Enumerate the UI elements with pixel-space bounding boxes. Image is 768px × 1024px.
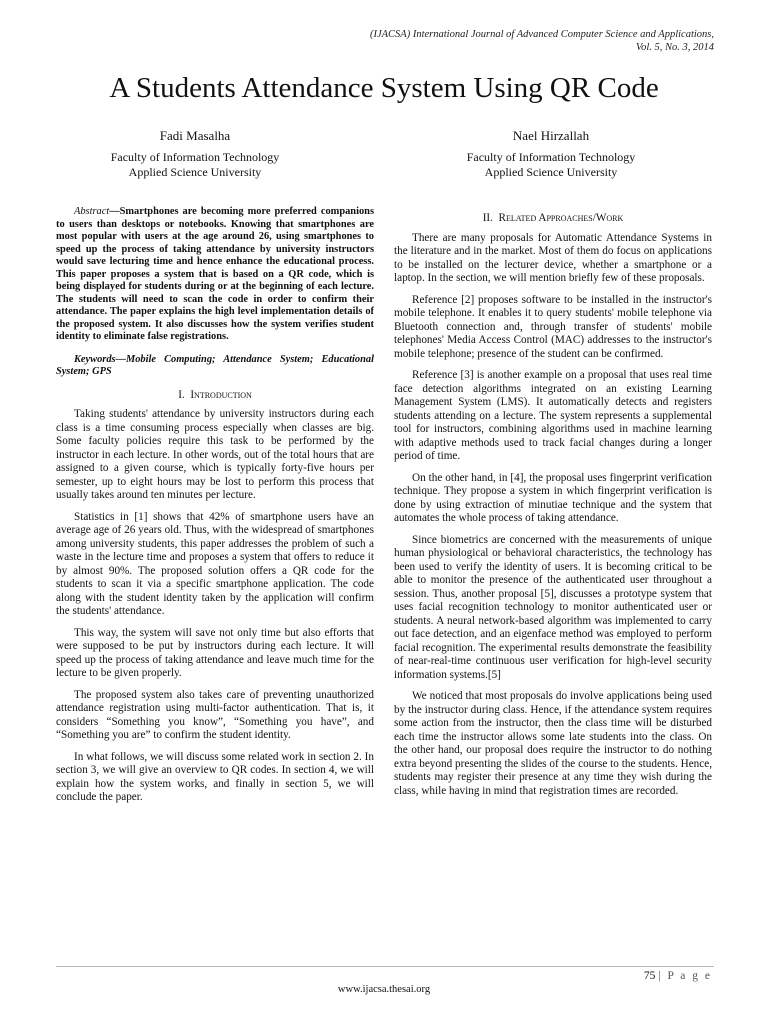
paragraph: Since biometrics are concerned with the measurements of unique human physiological or behavioral characteristics, the technology has been used to verify the identity of users. It is becoming critical to be able to monitor the presence of the authenticated user throughout a session. Thus, another proposal [5], discusses a prototype system that uses facial recognition technology to monitor authenticated user or students. A neural network-based algorithm was implemented to carry out face detection, and an eigenface method was employed to perform facial recognition. The experimental results demonstrate the feasibility of near-real-time continuous user verification for high-level security information systems.[5]: [394, 533, 712, 681]
paragraph: We noticed that most proposals do involve applications being used by the instructor during class. Hence, if the attendance system requires some action from the instructor, then the class time will be disturbed each time the instructor allows some late students into the class. On the other hand, our proposal does require the instructor to do nothing extra beyond presenting the slides of the course to the students. Hence, students may register their presence at any time they wish during the class, while having in mind that registration times are recorded.: [394, 690, 712, 797]
paragraph: This way, the system will save not only time but also efforts that were supposed to be put by instructors during each lecture. It will speed up the process of taking attendance and leave much time for the lecture to be given properly.: [56, 626, 374, 679]
author-name: Nael Hirzallah: [512, 128, 590, 143]
paragraph: In what follows, we will discuss some related work in section 2. In section 3, we will give an overview to QR codes. In section 4, we will explain how the system works, and finally in section 5, we will conclude the paper.: [56, 750, 374, 803]
abstract-text: —Smartphones are becoming more preferred companions to users than desktops or notebooks. Knowing that smartphones are most popular with users at the age around 26, using smartphones to speed up the process of taking attendance by university instructors would save lecturing time and hence enhance the educational process. This paper proposes a system that is based on a QR code, which is being displayed for students during or at the beginning of each lecture. The students will need to scan the code in order to confirm their attendance. The paper explains the high level implementation details of the proposed system. It also discusses how the system verifies student identity to eliminate false registrations.: [56, 206, 374, 342]
author-department: Faculty of Information Technology: [466, 149, 636, 164]
author-name: Fadi Masalha: [159, 128, 231, 143]
author-block-2: [386, 128, 716, 181]
page-number-value: 75: [643, 970, 656, 982]
keywords: Keywords—Mobile Computing; Attendance System; Educational System; GPS: [56, 353, 374, 377]
author-block-1: [30, 128, 360, 181]
journal-volume: Vol. 5, No. 3, 2014: [635, 42, 714, 53]
paragraph: Statistics in [1] shows that 42% of smartphone users have an average age of 26 years old. Thus, with the widespread of smartphones among university students, this paper addresses the problem of such a waste in the lecture time and proposes a system that offers to reduce it by almost 90%. The proposed solution offers a QR code for the students to scan it via a specific smartphone application. The code along with the student identity taken by the application will confirm the students' attendance.: [56, 510, 374, 617]
footer-url[interactable]: www.ijacsa.thesai.org: [337, 984, 431, 995]
paragraph: There are many proposals for Automatic Attendance Systems in the literature and in the market. Most of them do focus on applications to be installed on the lecturer device, whether a smartphone or a laptop. In the section, we will mention briefly few of these proposals.: [394, 231, 712, 284]
paragraph: Reference [3] is another example on a proposal that uses real time face detection algorithms integrated on an existing Learning Management System (LMS). It automatically detects and registers students attending on a lecture. The system represents a supplemental tool for instructors, combining algorithms used in machine learning with adaptive methods used to track facial changes during a longer period of time.: [394, 369, 712, 462]
author-affiliation: Applied Science University: [484, 165, 618, 179]
paragraph: Reference [2] proposes software to be installed in the instructor's mobile telephone. It enables it to query students' mobile telephone via Bluetooth connection and, through transfer of students' mobile telephones' Media Access Control (MAC) addresses to the instructor's mobile telephone; presence of the student can be confirmed.: [394, 293, 712, 360]
page-number: [644, 970, 712, 982]
section-heading-related-work: [394, 212, 712, 226]
section-number: II.: [482, 212, 493, 224]
author-affiliation: Applied Science University: [128, 165, 262, 179]
journal-name: (IJACSA) International Journal of Advanced Computer Science and Applications,: [369, 29, 714, 40]
paper-title: A Students Attendance System Using QR Code: [109, 72, 659, 104]
journal-header: [370, 28, 714, 54]
section-heading-introduction: [56, 389, 374, 403]
left-column: [56, 206, 374, 813]
page-label: | P a g e: [658, 970, 712, 982]
paragraph: The proposed system also takes care of preventing unauthorized attendance registration using multi-factor authentication. That is, it considers “Something you know”, “Something you have”, and “Something you are” to confirm the student identity.: [56, 688, 374, 741]
section-title: Related Approaches/Work: [498, 212, 624, 224]
section-title: Introduction: [190, 388, 252, 401]
abstract: [56, 206, 374, 344]
footer-divider: [56, 966, 714, 967]
author-department: Faculty of Information Technology: [110, 149, 280, 164]
section-number: I.: [178, 388, 185, 401]
abstract-lead: Abstract: [74, 206, 110, 217]
right-column: [394, 206, 712, 806]
paragraph: Taking students' attendance by university instructors during each class is a time consuming process especially when classes are big. Some faculty policies require this task to be performed by the instructor in each lecture. In other words, out of the total hours that are assigned to a given course, which is typically forty-five hours per semester, up to eight hours may be lost to perform this process that usually takes around ten minutes per lecture.: [56, 408, 374, 501]
paragraph: On the other hand, in [4], the proposal uses fingerprint verification technique. They propose a system in which fingerprint verification is done by using extraction of minutiae technique and the system that automates the whole process of taking attendance.: [394, 471, 712, 524]
